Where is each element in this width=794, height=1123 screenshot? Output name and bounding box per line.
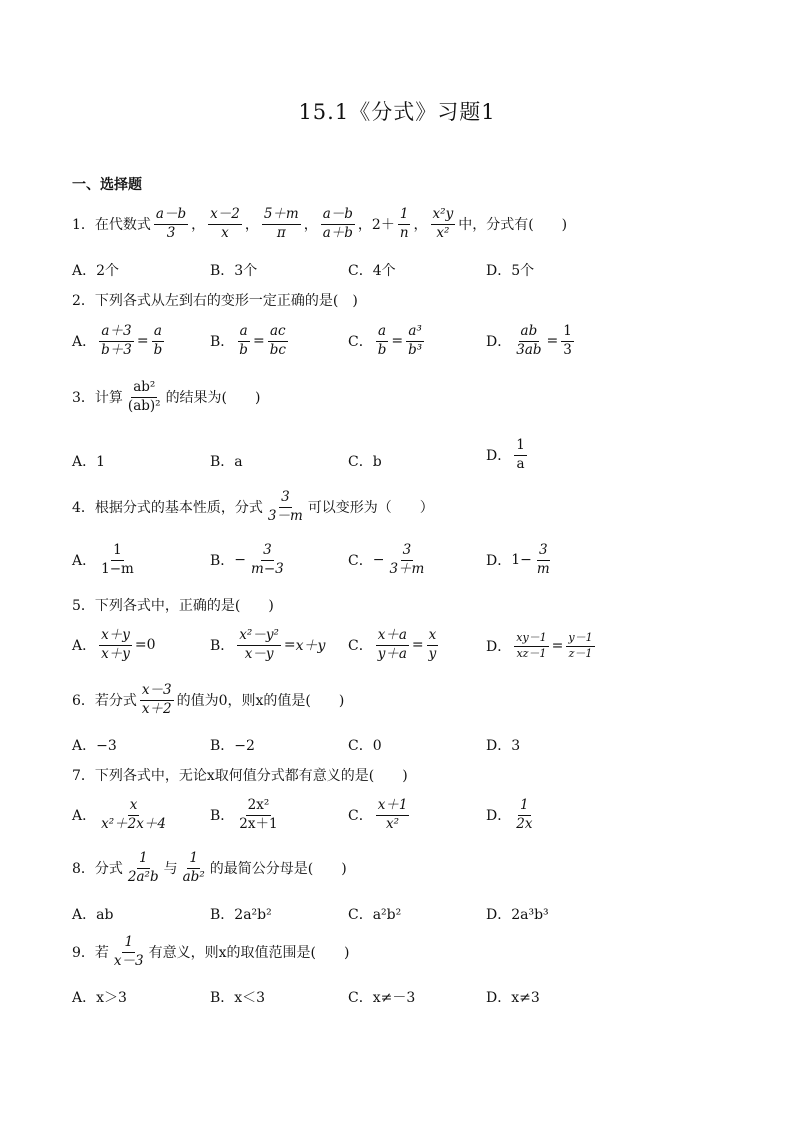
q1-expression-4: $\frac{a-b}{a+b}$: [322, 206, 353, 241]
q5-option-b[interactable]: B． $\frac{\text{x²－y²}}{x-y}$ = x＋y: [210, 627, 326, 662]
question-9: 9．若 $\frac{1}{x-3}$ 有意义，则x的取值范围是( ): [72, 934, 350, 969]
q3-expression: $\frac{\text{ab²}}{\text{(ab)²}}$: [127, 379, 161, 414]
q8-option-a[interactable]: A．ab: [72, 907, 114, 923]
q6-option-a[interactable]: A．−3: [72, 738, 117, 754]
q6-option-b[interactable]: B．−2: [210, 738, 255, 754]
q1-expression-3: $\frac{5+m}{\pi}$: [263, 206, 299, 241]
question-1-suffix: 中，分式有( ): [458, 217, 568, 234]
q1-option-d[interactable]: D．5个: [486, 263, 535, 279]
q2-d-rhs: $\frac{1}{3}$: [563, 323, 572, 358]
q7-d-expression: $\frac{1}{2x}$: [516, 797, 533, 832]
question-3: 3．计算 $\frac{\text{ab²}}{\text{(ab)²}}$ 的结果为( ): [72, 379, 261, 414]
q8-fraction-2: $\frac{1}{\text{ab²}}$: [182, 850, 205, 885]
q1-expression-5-prefix: 2＋: [371, 217, 395, 234]
q8-option-c[interactable]: C．a²b²: [348, 907, 402, 923]
q4-a-expression: $\frac{1}{1-m}$: [101, 542, 134, 577]
q6-option-d[interactable]: D．3: [486, 738, 521, 754]
question-1-stem: 1．在代数式: [72, 217, 151, 234]
q4-option-d[interactable]: D． 1− $\frac{3}{m}$: [486, 542, 550, 577]
q4-option-c[interactable]: C． − $\frac{3}{3+m}$: [348, 542, 425, 577]
q7-b-expression: $\frac{\text{2x²}}{2x+1}$: [239, 797, 278, 832]
q2-c-rhs: $\frac{\text{a³}}{\text{b³}}$: [408, 323, 423, 358]
q5-d-lhs: $\frac{xy-1}{xz-1}$: [516, 631, 547, 660]
q6-expression: $\frac{x-3}{x+2}$: [141, 682, 172, 717]
q5-option-a[interactable]: A． $\frac{x+y}{x+y}$ = 0: [72, 627, 156, 662]
q4-c-expression: $\frac{3}{3+m}$: [389, 542, 425, 577]
question-7: 7．下列各式中，无论x取何值分式都有意义的是( ): [72, 768, 408, 784]
q2-c-lhs: $\frac{a}{b}$: [377, 323, 387, 358]
q1-option-b[interactable]: B．3个: [210, 263, 258, 279]
page-title: 15.1《分式》习题1: [298, 100, 496, 124]
question-6: 6．若分式 $\frac{x-3}{x+2}$ 的值为0，则x的值是( ): [72, 682, 345, 717]
q1-expression-6: $\frac{\text{x²y}}{\text{x²}}$: [432, 206, 454, 241]
q9-expression: $\frac{1}{x-3}$: [113, 934, 144, 969]
q7-c-expression: $\frac{x+1}{\text{x²}}$: [377, 797, 408, 832]
q9-option-c[interactable]: C．x≠－3: [348, 990, 416, 1006]
question-4: 4．根据分式的基本性质，分式 $\frac{3}{3-m}$ 可以变形为（ ）: [72, 489, 434, 524]
q4-option-a[interactable]: A． $\frac{1}{1-m}$: [72, 542, 134, 577]
q9-option-a[interactable]: A．x＞3: [72, 990, 127, 1006]
question-1: 1．在代数式 $\frac{a-b}{3}$ ， $\frac{x-2}{x}$ ， $\frac{5+m}{\pi}$ ， $\frac{a-b}{a+b}$ ， 2＋ $\frac{1}{n}$ ， $\frac{\text{x²y}}{\text{x²}}$ 中，分式有( ): [72, 206, 568, 241]
q3-option-d[interactable]: D． $\frac{1}{a}$: [486, 437, 525, 472]
q7-option-c[interactable]: C． $\frac{x+1}{\text{x²}}$: [348, 797, 408, 832]
q9-option-d[interactable]: D．x≠3: [486, 990, 540, 1006]
q5-option-d[interactable]: D． $\frac{xy-1}{xz-1}$ = $\frac{y-1}{z-1}$: [486, 631, 593, 660]
q2-b-rhs: $\frac{ac}{bc}$: [269, 323, 286, 358]
q5-c-lhs: $\frac{x+a}{y+a}$: [377, 627, 407, 662]
q1-expression-2: $\frac{x-2}{x}$: [210, 206, 240, 241]
q7-option-d[interactable]: D． $\frac{1}{2x}$: [486, 797, 533, 832]
q4-option-b[interactable]: B． − $\frac{3}{m-3}$: [210, 542, 284, 577]
q7-option-a[interactable]: A． $\frac{x}{\text{x²＋2x＋4}}$: [72, 797, 166, 832]
question-8: 8．分式 $\frac{1}{\text{2a²b}}$ 与 $\frac{1}{\text{ab²}}$ 的最简公分母是( ): [72, 850, 347, 885]
q5-d-rhs: $\frac{y-1}{z-1}$: [568, 631, 593, 660]
question-2: 2．下列各式从左到右的变形一定正确的是( ): [72, 293, 358, 309]
q3-option-c[interactable]: C．b: [348, 454, 382, 470]
q2-d-lhs: $\frac{ab}{3ab}$: [516, 323, 542, 358]
q4-d-expression: $\frac{3}{m}$: [536, 542, 550, 577]
q2-option-a[interactable]: A． $\frac{a+3}{b+3}$ = $\frac{a}{b}$: [72, 323, 163, 358]
q2-option-b[interactable]: B． $\frac{a}{b}$ = $\frac{ac}{bc}$: [210, 323, 286, 358]
question-5: 5．下列各式中，正确的是( ): [72, 598, 274, 614]
q5-a-lhs: $\frac{x+y}{x+y}$: [101, 627, 130, 662]
q2-option-d[interactable]: D． $\frac{ab}{3ab}$ = $\frac{1}{3}$: [486, 323, 572, 358]
q5-b-lhs: $\frac{\text{x²－y²}}{x-y}$: [239, 627, 279, 662]
q3-d-expression: $\frac{1}{a}$: [516, 437, 525, 472]
q2-option-c[interactable]: C． $\frac{a}{b}$ = $\frac{\text{a³}}{\text{b³}}$: [348, 323, 423, 358]
q5-option-c[interactable]: C． $\frac{x+a}{y+a}$ = $\frac{x}{y}$: [348, 627, 437, 662]
q9-option-b[interactable]: B．x＜3: [210, 990, 266, 1006]
q3-option-b[interactable]: B．a: [210, 454, 243, 470]
q8-fraction-1: $\frac{1}{\text{2a²b}}$: [127, 850, 159, 885]
q2-b-lhs: $\frac{a}{b}$: [239, 323, 248, 358]
q4-expression: $\frac{3}{3-m}$: [267, 489, 303, 524]
section-heading: 一、选择题: [72, 177, 142, 193]
q7-a-expression: $\frac{x}{\text{x²＋2x＋4}}$: [101, 797, 166, 832]
q1-option-c[interactable]: C．4个: [348, 263, 396, 279]
q7-option-b[interactable]: B． $\frac{\text{2x²}}{2x+1}$: [210, 797, 278, 832]
q1-option-a[interactable]: A．2个: [72, 263, 120, 279]
q3-option-a[interactable]: A．1: [72, 454, 106, 470]
q4-b-expression: $\frac{3}{m-3}$: [251, 542, 284, 577]
q1-expression-5: $\frac{1}{n}$: [399, 206, 409, 241]
q6-option-c[interactable]: C．0: [348, 738, 382, 754]
q8-option-d[interactable]: D．2a³b³: [486, 907, 549, 923]
q5-c-rhs: $\frac{x}{y}$: [428, 627, 437, 662]
q1-expression-1: $\frac{a-b}{3}$: [155, 206, 187, 241]
q2-a-rhs: $\frac{a}{b}$: [153, 323, 163, 358]
q2-a-lhs: $\frac{a+3}{b+3}$: [101, 323, 132, 358]
q8-option-b[interactable]: B．2a²b²: [210, 907, 272, 923]
